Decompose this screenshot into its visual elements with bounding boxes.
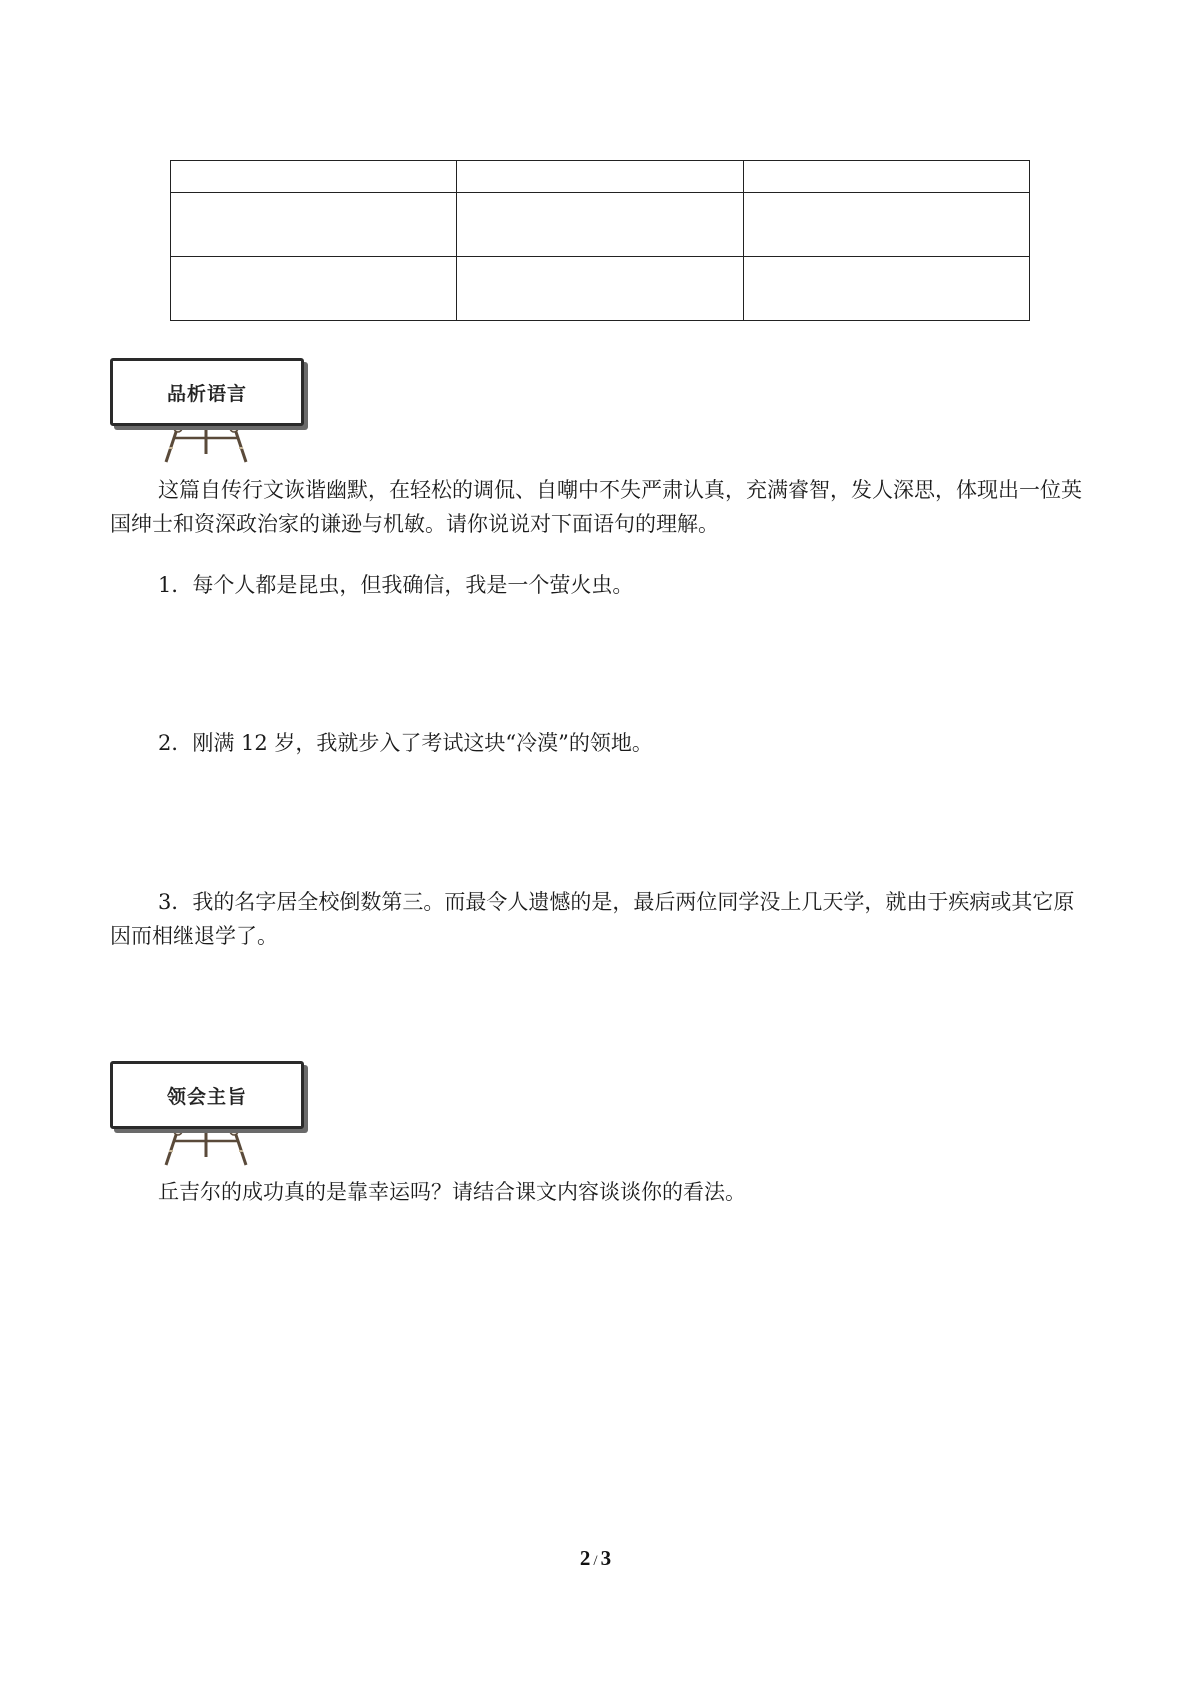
theme-question: 丘吉尔的成功真的是靠幸运吗？请结合课文内容谈谈你的看法。 xyxy=(158,1180,746,1204)
section-heading-theme xyxy=(110,1061,313,1141)
table-cell xyxy=(171,257,457,321)
current-page: 2 xyxy=(579,1546,591,1570)
table-cell xyxy=(457,193,743,257)
easel-icon xyxy=(160,424,252,464)
page-separator: / xyxy=(593,1553,598,1569)
question-3: 3．我的名字居全校倒数第三。而最令人遗憾的是，最后两位同学没上几天学，就由于疾病或其它原因而相继退学了。 xyxy=(110,890,1075,948)
table-cell xyxy=(743,161,1029,193)
heading-frame xyxy=(110,1061,304,1129)
table-cell xyxy=(457,257,743,321)
table-row xyxy=(171,161,1030,193)
heading-frame xyxy=(110,358,304,426)
table-cell xyxy=(743,257,1029,321)
table-cell xyxy=(457,161,743,193)
total-pages: 3 xyxy=(600,1546,612,1570)
question-2: 2．刚满 12 岁，我就步入了考试这块“冷漠”的领地。 xyxy=(158,731,653,755)
table-cell xyxy=(171,161,457,193)
table-cell xyxy=(743,193,1029,257)
section-title: 领会主旨 xyxy=(166,1085,247,1108)
section-title: 品析语言 xyxy=(166,382,247,405)
section-intro: 这篇自传行文诙谐幽默，在轻松的调侃、自嘲中不失严肃认真，充满睿智，发人深思，体现出一位英国绅士和资深政治家的谦逊与机敏。请你说说对下面语句的理解。 xyxy=(110,478,1082,536)
easel-icon xyxy=(160,1127,252,1167)
question-1: 1．每个人都是昆虫，但我确信，我是一个萤火虫。 xyxy=(158,573,634,597)
table-row xyxy=(171,257,1030,321)
answer-table xyxy=(170,160,1030,321)
table-cell xyxy=(171,193,457,257)
section-heading-language xyxy=(110,358,313,438)
table-row xyxy=(171,193,1030,257)
page-number xyxy=(0,1546,1191,1571)
